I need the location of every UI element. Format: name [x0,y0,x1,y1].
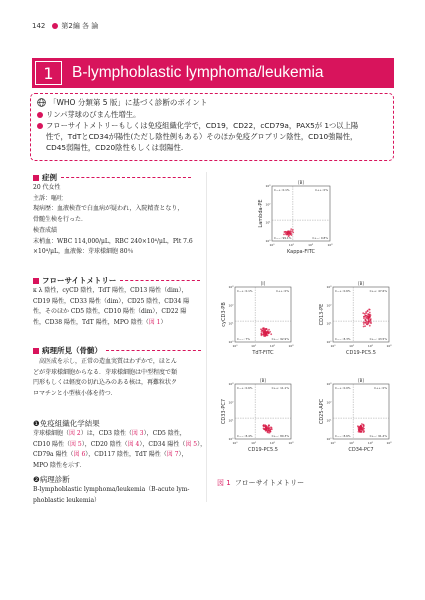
chapter-banner [32,58,394,88]
tick-label: 10³ [386,344,392,348]
square-icon [33,175,39,181]
fig-ref[interactable]: 図 6 [73,451,86,459]
immuno-body: 芽球様細胞（図 2）は，CD3 陰性（図 3），CD5 陰性， CD10 陽性（図 5），CD20 陰性（図 4），CD34 陽性（図 5）， CD79a 陽性（図 6），CD117 陰性，TdT 陽性（図 7）， MPO 陰性を示す． [33,430,207,470]
scatter-point [263,327,265,329]
case-body: 20 代女性 主訴：嘔吐 現病歴：血液検査で白血病が疑われ，入院精査となり， 骨髄生検を行った． 検査成績 末梢血：WBC 114,000/μL，RBC 240×10⁴/μL，Plt 7.6 ×10⁴/μL，血液像：芽球様細胞 80％ [33,184,193,256]
section-immuno-heading: ❶免疫組織化学結果 [33,419,100,428]
chapter-title: B-lymphoblastic lymphoma/leukemia [72,64,324,81]
scatter-point [367,310,369,312]
fig-ref[interactable]: 図 7 [166,451,179,459]
tick-label: 10¹ [251,344,257,348]
gate-tag: [B] [358,378,364,383]
fig-ref[interactable]: 図 2 [69,430,81,437]
scatter-point [360,425,362,427]
plot-frame [272,186,330,241]
tick-label: 10² [367,344,373,348]
tick-label: 10² [265,202,271,207]
quadrant-label: C−−: 8.6% [335,434,351,438]
who-title [37,97,387,108]
tick-label: 10³ [386,441,392,445]
section-case-heading: 症例 [33,172,191,183]
scatter-point [266,429,268,431]
part-title: 第2編 各 論 [61,22,99,30]
quadrant-label: C+−: 0.8% [312,236,328,240]
tick-label: 10⁰ [232,344,238,348]
diagnosis-body: B-lymphoblastic lymphoma/leukemia（B-acute lym- phoblastic leukemia） [33,486,190,504]
quadrant-label: C−−: 8.4% [237,434,253,438]
quadrant-label: C−+: 0.1% [237,289,253,293]
tick-label: 10³ [288,344,294,348]
square-icon [33,348,39,354]
tick-label: 10² [228,303,234,308]
tick-label: 10¹ [349,344,355,348]
scatter-point [264,330,266,332]
x-axis-label: TdT-FITC [252,350,274,356]
quadrant-label: C−+: 0.0% [335,386,351,390]
tick-label: 10² [228,400,234,405]
scatter-point [365,317,367,319]
tick-label: 10² [326,303,332,308]
fig-ref[interactable]: 図 5 [185,440,198,448]
quadrant-label: C−+: 0.6% [335,289,351,293]
tick-label: 10⁰ [265,239,271,243]
scatter-point [292,232,294,234]
tick-label: 10³ [228,285,234,289]
tick-label: 10¹ [228,321,234,326]
scatter-point [270,431,272,433]
tick-label: 10² [367,441,373,445]
scatter-point [265,427,267,429]
quadrant-label: C++: 0% [315,188,328,192]
tick-label: 10³ [288,441,294,445]
who-title-text: 「WHO 分類第 5 版」に基づく診断のポイント [49,98,208,107]
quadrant-label: C−−: 99.1% [274,236,292,240]
tick-label: 10¹ [288,243,294,247]
scatter-point [263,425,265,427]
tick-label: 10⁰ [232,441,238,445]
scatter-point [369,325,371,327]
y-axis-label: CD13-PE [319,303,325,326]
scatter-point [268,329,270,331]
scatter-point [359,428,361,430]
tick-label: 10² [269,441,275,445]
scatter-point [290,228,292,230]
tick-label: 10² [269,344,275,348]
scatter-point [363,316,365,318]
quadrant-label: C+−: 91.4% [369,434,387,438]
scatter-point [267,331,269,333]
tick-label: 10¹ [349,441,355,445]
tick-label: 10³ [228,382,234,386]
scatter-point [261,333,263,335]
scatter-point [286,231,288,233]
quadrant-label: C−+: 0.6% [237,386,253,390]
figure-caption [217,478,304,488]
quadrant-label: C++: 0% [276,289,289,293]
section-flow-heading: フローサイトメトリー [33,275,200,286]
scatter-point [285,233,287,235]
scatter-point [268,332,270,334]
pathology-body: 高医成を示し，正常の造血実質はわずかで，ほとん どが芽球様細胞からなる．芽球様細胞は中型程度で類 円形もしくは軽度の切れ込みのある核は，再難粒状ク ロマチンと小型核小体を持つ． [33,358,178,398]
scatter-point [370,322,372,324]
scatter-point [363,323,365,325]
who-point: フローサイトメトリーもしくは免疫組織化学で，CD19，CD22，cCD79a，PAX5が 1つ以上陽 [37,120,387,131]
page-header [32,21,98,31]
tick-label: 10¹ [228,418,234,423]
plot-frame [333,287,389,342]
tick-label: 10³ [327,243,333,247]
tick-label: 10⁰ [326,340,332,344]
fig-ref[interactable]: 図 3 [131,430,144,437]
tick-label: 10⁰ [269,243,275,247]
square-icon [33,278,39,284]
bullet-icon [52,23,58,29]
scatter-point [364,325,366,327]
tick-label: 10¹ [251,441,257,445]
flow-cytometry-figure [217,172,395,472]
tick-label: 10¹ [326,418,332,423]
page-number: 142 [32,22,46,30]
scatter-point [262,330,264,332]
quadrant-label: C++: 47.6% [369,289,387,293]
scatter-point [361,431,363,433]
tick-label: 10³ [326,382,332,386]
scatter-point [261,331,263,333]
scatter-point [266,328,268,330]
scatter-point [363,430,365,432]
flow-body: κ λ 陰性，cyCD 陰性，TdT 陽性，CD13 陽性（dim）， CD19 陽性，CD33 陽性（dim），CD25 陰性，CD34 陽 性，そのほか CD5 陰性，CD10 陽性（dim），CD22 陽 性，CD38 陽性，TdT 陽性，MPO 陰性（図 1） [33,287,190,327]
tick-label: 10² [326,400,332,405]
scatter-point [269,427,271,429]
tick-label: 10³ [326,285,332,289]
scatter-point [268,425,270,427]
scatter-point [267,335,269,337]
scatter-point [370,319,372,321]
section-pathology-heading: 病理所見（骨髄） [33,345,201,356]
who-points-list [37,109,387,153]
fig-ref[interactable]: 図 5 [69,440,82,448]
globe-icon [37,98,46,107]
scatter-point [264,424,266,426]
scatter-point [365,311,367,313]
scatter-point [367,318,369,320]
scatter-point [369,309,371,311]
quadrant-label: C+−: 80.3% [271,434,289,438]
scatter-point [363,322,365,324]
quadrant-label: C+−: 43.5% [369,337,387,341]
quadrant-label: C++: 0% [374,386,387,390]
scatter-point [363,428,365,430]
scatter-point [361,423,363,425]
plot-frame [235,384,291,439]
scatter-point [270,333,272,335]
y-axis-label: CD33-PC7 [221,398,227,425]
tick-label: 10⁰ [228,340,234,344]
gate-tag: [B] [260,378,266,383]
y-axis-label: Lambda-PE [258,199,264,228]
who-point-cont: 性で，TdTとCD34が陽性(ただし陰性例もある）そのほか免疫グロブリン陰性，CD10強陽性， [46,132,358,141]
scatter-point [263,428,265,430]
x-axis-label: CD34-PC7 [348,447,374,453]
quadrant-label: C−+: 0.1% [274,188,290,192]
y-axis-label: cyCD3-PB [221,302,227,327]
x-axis-label: Kappa-FITC [286,249,316,255]
figure-label: 図 1 [217,479,231,487]
scatter-point [364,313,366,315]
x-axis-label: CD19-PC5.5 [346,350,376,356]
who-point-cont: CD45弱陽性，CD20陰性もしくは弱陽性. [46,143,184,152]
scatter-point [288,231,290,233]
scatter-point [370,314,372,316]
scatter-point [369,312,371,314]
tick-label: 10² [308,243,314,247]
quadrant-label: C++: 11.1% [271,386,289,390]
figure-caption-text: フローサイトメトリー [234,479,305,487]
fig-ref[interactable]: 図 1 [148,319,161,327]
tick-label: 10³ [265,184,271,188]
scatter-point [266,332,268,334]
tick-label: 10⁰ [228,437,234,441]
y-axis-label: CD25-APC [319,398,325,425]
scatter-point [284,231,286,233]
who-points-box [30,93,394,161]
scatter-point [289,233,291,235]
gate-tag: [I] [260,281,266,286]
quadrant-label: C−−: 7% [237,337,250,341]
scatter-point [368,316,370,318]
column-divider [206,172,207,502]
gate-tag: [B] [298,180,304,185]
scatter-point [363,426,365,428]
tick-label: 10¹ [326,321,332,326]
x-axis-label: CD19-PC5.5 [248,447,278,453]
tick-label: 10⁰ [330,441,336,445]
scatter-point [265,335,267,337]
tick-label: 10⁰ [330,344,336,348]
scatter-point [367,323,369,325]
who-point: リンパ芽球のびまん性増生。 [37,109,387,120]
scatter-point [365,320,367,322]
scatter-point [269,429,271,431]
scatter-point [366,323,368,325]
tick-label: 10¹ [265,220,271,225]
tick-label: 10⁰ [326,437,332,441]
chapter-number: 1 [35,61,62,85]
gate-tag: [B] [358,281,364,286]
scatter-point [291,230,293,232]
fig-ref[interactable]: 図 4 [127,440,140,448]
quadrant-label: C+−: 92.9% [271,337,289,341]
quadrant-label: C−−: 8.3% [335,337,351,341]
section-diagnosis-heading: ❷病理診断 [33,475,70,484]
